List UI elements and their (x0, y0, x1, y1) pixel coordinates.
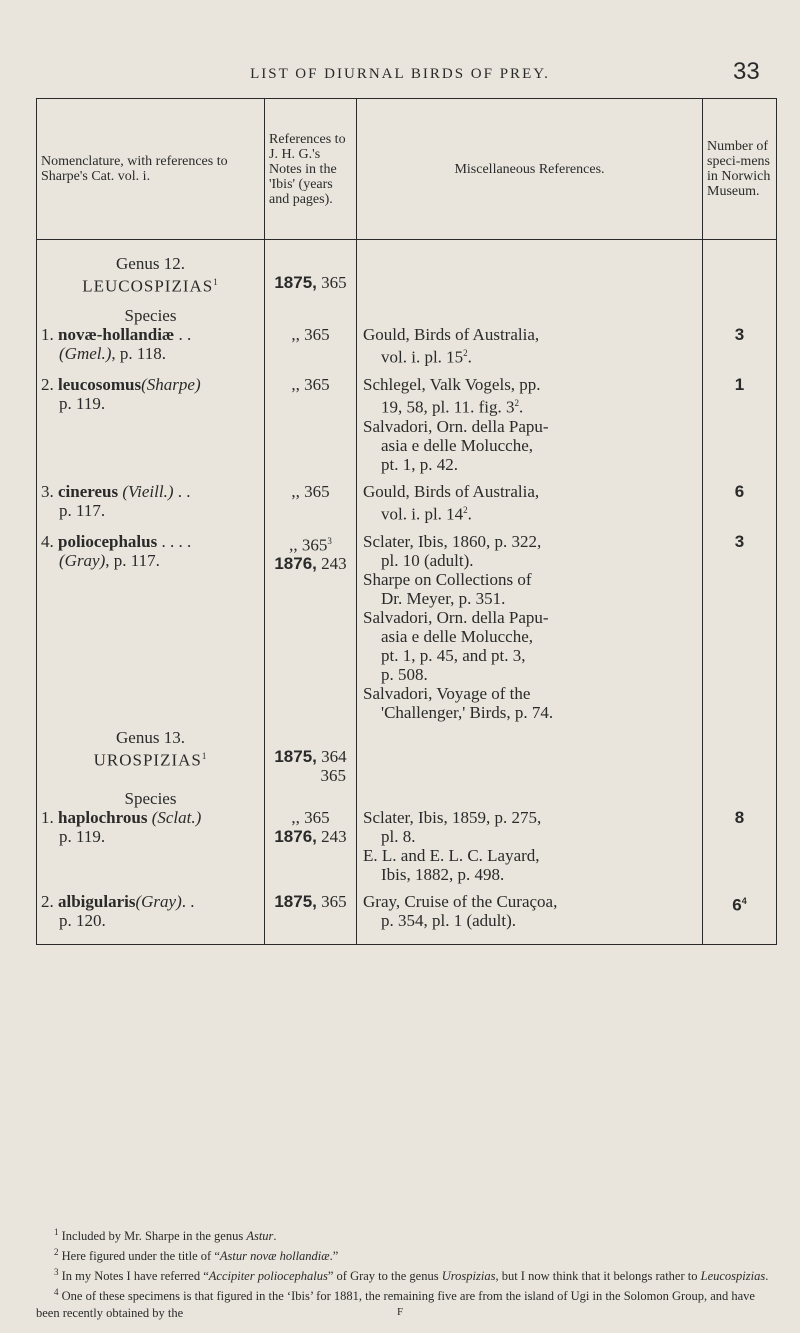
table-row (37, 722, 777, 785)
genus-label: Genus 13. (116, 727, 185, 747)
table-row: Species 1. haplochrous (Sclat.) p. 119. ,, 365 1876, 243 Sclater, Ibis, 1859, p. 275, pl. 8. E. L. and E. L. C. Layard, Ibis, 1882, p. 498. 8 (37, 785, 777, 884)
species-entry: 1. novæ-hollandiæ . . (41, 324, 192, 344)
running-head: LIST OF DIURNAL BIRDS OF PREY. (250, 66, 550, 82)
table-row: 2. leucosomus(Sharpe) p. 119. ,, 365 Schlegel, Valk Vogels, pp. 19, 58, pl. 11. fig. $3^2$. Salvadori, Orn. della Papu- asia e delle Molucche, pt. 1, p. 42. 1 (37, 366, 777, 474)
species-entry: 2. leucosomus(Sharpe) (41, 375, 201, 395)
misc-cell: Gould, Birds of Australia, vol. i. pl. $15^2$. (357, 296, 703, 367)
species-entry: 3. cinereus (Vieill.) . . (41, 481, 191, 501)
table-row: 3. cinereus (Vieill.) . . p. 117. ,, 365 Gould, Birds of Australia, vol. i. pl. $14^2$. 6 (37, 474, 777, 524)
refs-cell: ,, 365 (265, 474, 357, 524)
page-number: 33 (733, 58, 760, 85)
refs-cell: ,, 365 (265, 296, 357, 367)
specimen-count: 1 (703, 366, 777, 474)
refs-cell: 1875, 365 (265, 884, 357, 945)
genus-year: 1875, (274, 273, 317, 292)
species-heading: Species (124, 305, 177, 325)
table-row: Genus 12. LEUCOSPIZIAS$^1$ 1875, 365 (37, 240, 777, 296)
species-entry: 2. albigularis(Gray). . (41, 891, 195, 911)
footnote-1: $^1$ Included by Mr. Sharpe in the genus Astur. (54, 1227, 277, 1244)
specimen-count: 3 (703, 296, 777, 367)
footnote-3: $^3$ In my Notes I have referred “Accipiter poliocephalus” of Gray to the genus Urospizias, but I now think that it belongs rather to Leucospizias. (54, 1267, 769, 1284)
specimen-count: 8 (703, 785, 777, 884)
col-header-nomenclature: Nomenclature, with references to Sharpe's Cat. vol. i. (37, 99, 265, 240)
refs-cell: ,, 365 (265, 366, 357, 474)
signature-mark: F (396, 1306, 404, 1318)
specimen-count: $6^4$ (703, 884, 777, 945)
table-row: 2. albigularis(Gray). . p. 120. 1875, 365 Gray, Cruise of the Curaçoa, p. 354, pl. 1 (adult). $6^4$ (37, 884, 777, 945)
misc-cell: Gould, Birds of Australia, vol. i. pl. $14^2$. (357, 474, 703, 524)
specimen-count: 3 (703, 524, 777, 722)
col-header-misc: Miscellaneous References. (357, 99, 703, 240)
species-entry: 4. poliocephalus . . . . (41, 531, 192, 551)
footnote-4: $^4$ One of these specimens is that figured in the ‘Ibis’ for 1881, the remaining five are from the island of Ugi in the Solomon Group, and have been recently obtained by the (36, 1287, 755, 1320)
refs-cell: ,, $365^3$ 1876, 243 (265, 524, 357, 722)
footnote-2: $^2$ Here figured under the title of “Astur novæ hollandiæ.” (54, 1247, 339, 1264)
col-header-number: Number of speci-mens in Norwich Museum. (703, 99, 777, 240)
table-row: 4. poliocephalus . . . . (Gray), p. 117. ,, $365^3$ 1876, 243 Sclater, Ibis, 1860, p. 322, pl. 10 (adult). Sharpe on Collections of Dr. Meyer, p. 351. Salvadori, Orn. della Papu- asia e delle Molucche, pt. 1, p. 45, and pt. 3, p. 508. Salvadori, Voyage of the 'Challenger,' Birds, p. 74. 3 (37, 524, 777, 722)
misc-cell: Sclater, Ibis, 1860, p. 322, pl. 10 (adult). Sharpe on Collections of Dr. Meyer, p. 351. Salvadori, Orn. della Papu- asia e delle Molucche, pt. 1, p. 45, and pt. 3, p. 508. Salvadori, Voyage of the 'Challenger,' Birds, p. 74. (357, 524, 703, 722)
table-row: Species 1. novæ-hollandiæ . . (Gmel.), p. 118. ,, 365 Gould, Birds of Australia, vol. i. pl. $15^2$. 3 (37, 296, 777, 367)
species-heading: Species (124, 788, 177, 808)
col-header-references: References to J. H. G.'s Notes in the 'Ibis' (years and pages). (265, 99, 357, 240)
species-entry: 1. haplochrous (Sclat.) (41, 807, 202, 827)
genus-label: Genus 12. (116, 254, 185, 273)
bird-list-table (36, 98, 777, 945)
genus-name: LEUCOSPIZIAS$^1$ (82, 276, 219, 296)
refs-cell: ,, 365 1876, 243 (265, 785, 357, 884)
refs-cell: 1875, 364 365 (265, 722, 357, 785)
table-header-row (37, 99, 777, 240)
specimen-count: 6 (703, 474, 777, 524)
misc-cell: Schlegel, Valk Vogels, pp. 19, 58, pl. 11. fig. $3^2$. Salvadori, Orn. della Papu- asia e delle Molucche, pt. 1, p. 42. (357, 366, 703, 474)
misc-cell: Gray, Cruise of the Curaçoa, p. 354, pl. 1 (adult). (357, 884, 703, 945)
misc-cell: Sclater, Ibis, 1859, p. 275, pl. 8. E. L. and E. L. C. Layard, Ibis, 1882, p. 498. (357, 785, 703, 884)
genus-name: UROSPIZIAS$^1$ (93, 750, 208, 770)
